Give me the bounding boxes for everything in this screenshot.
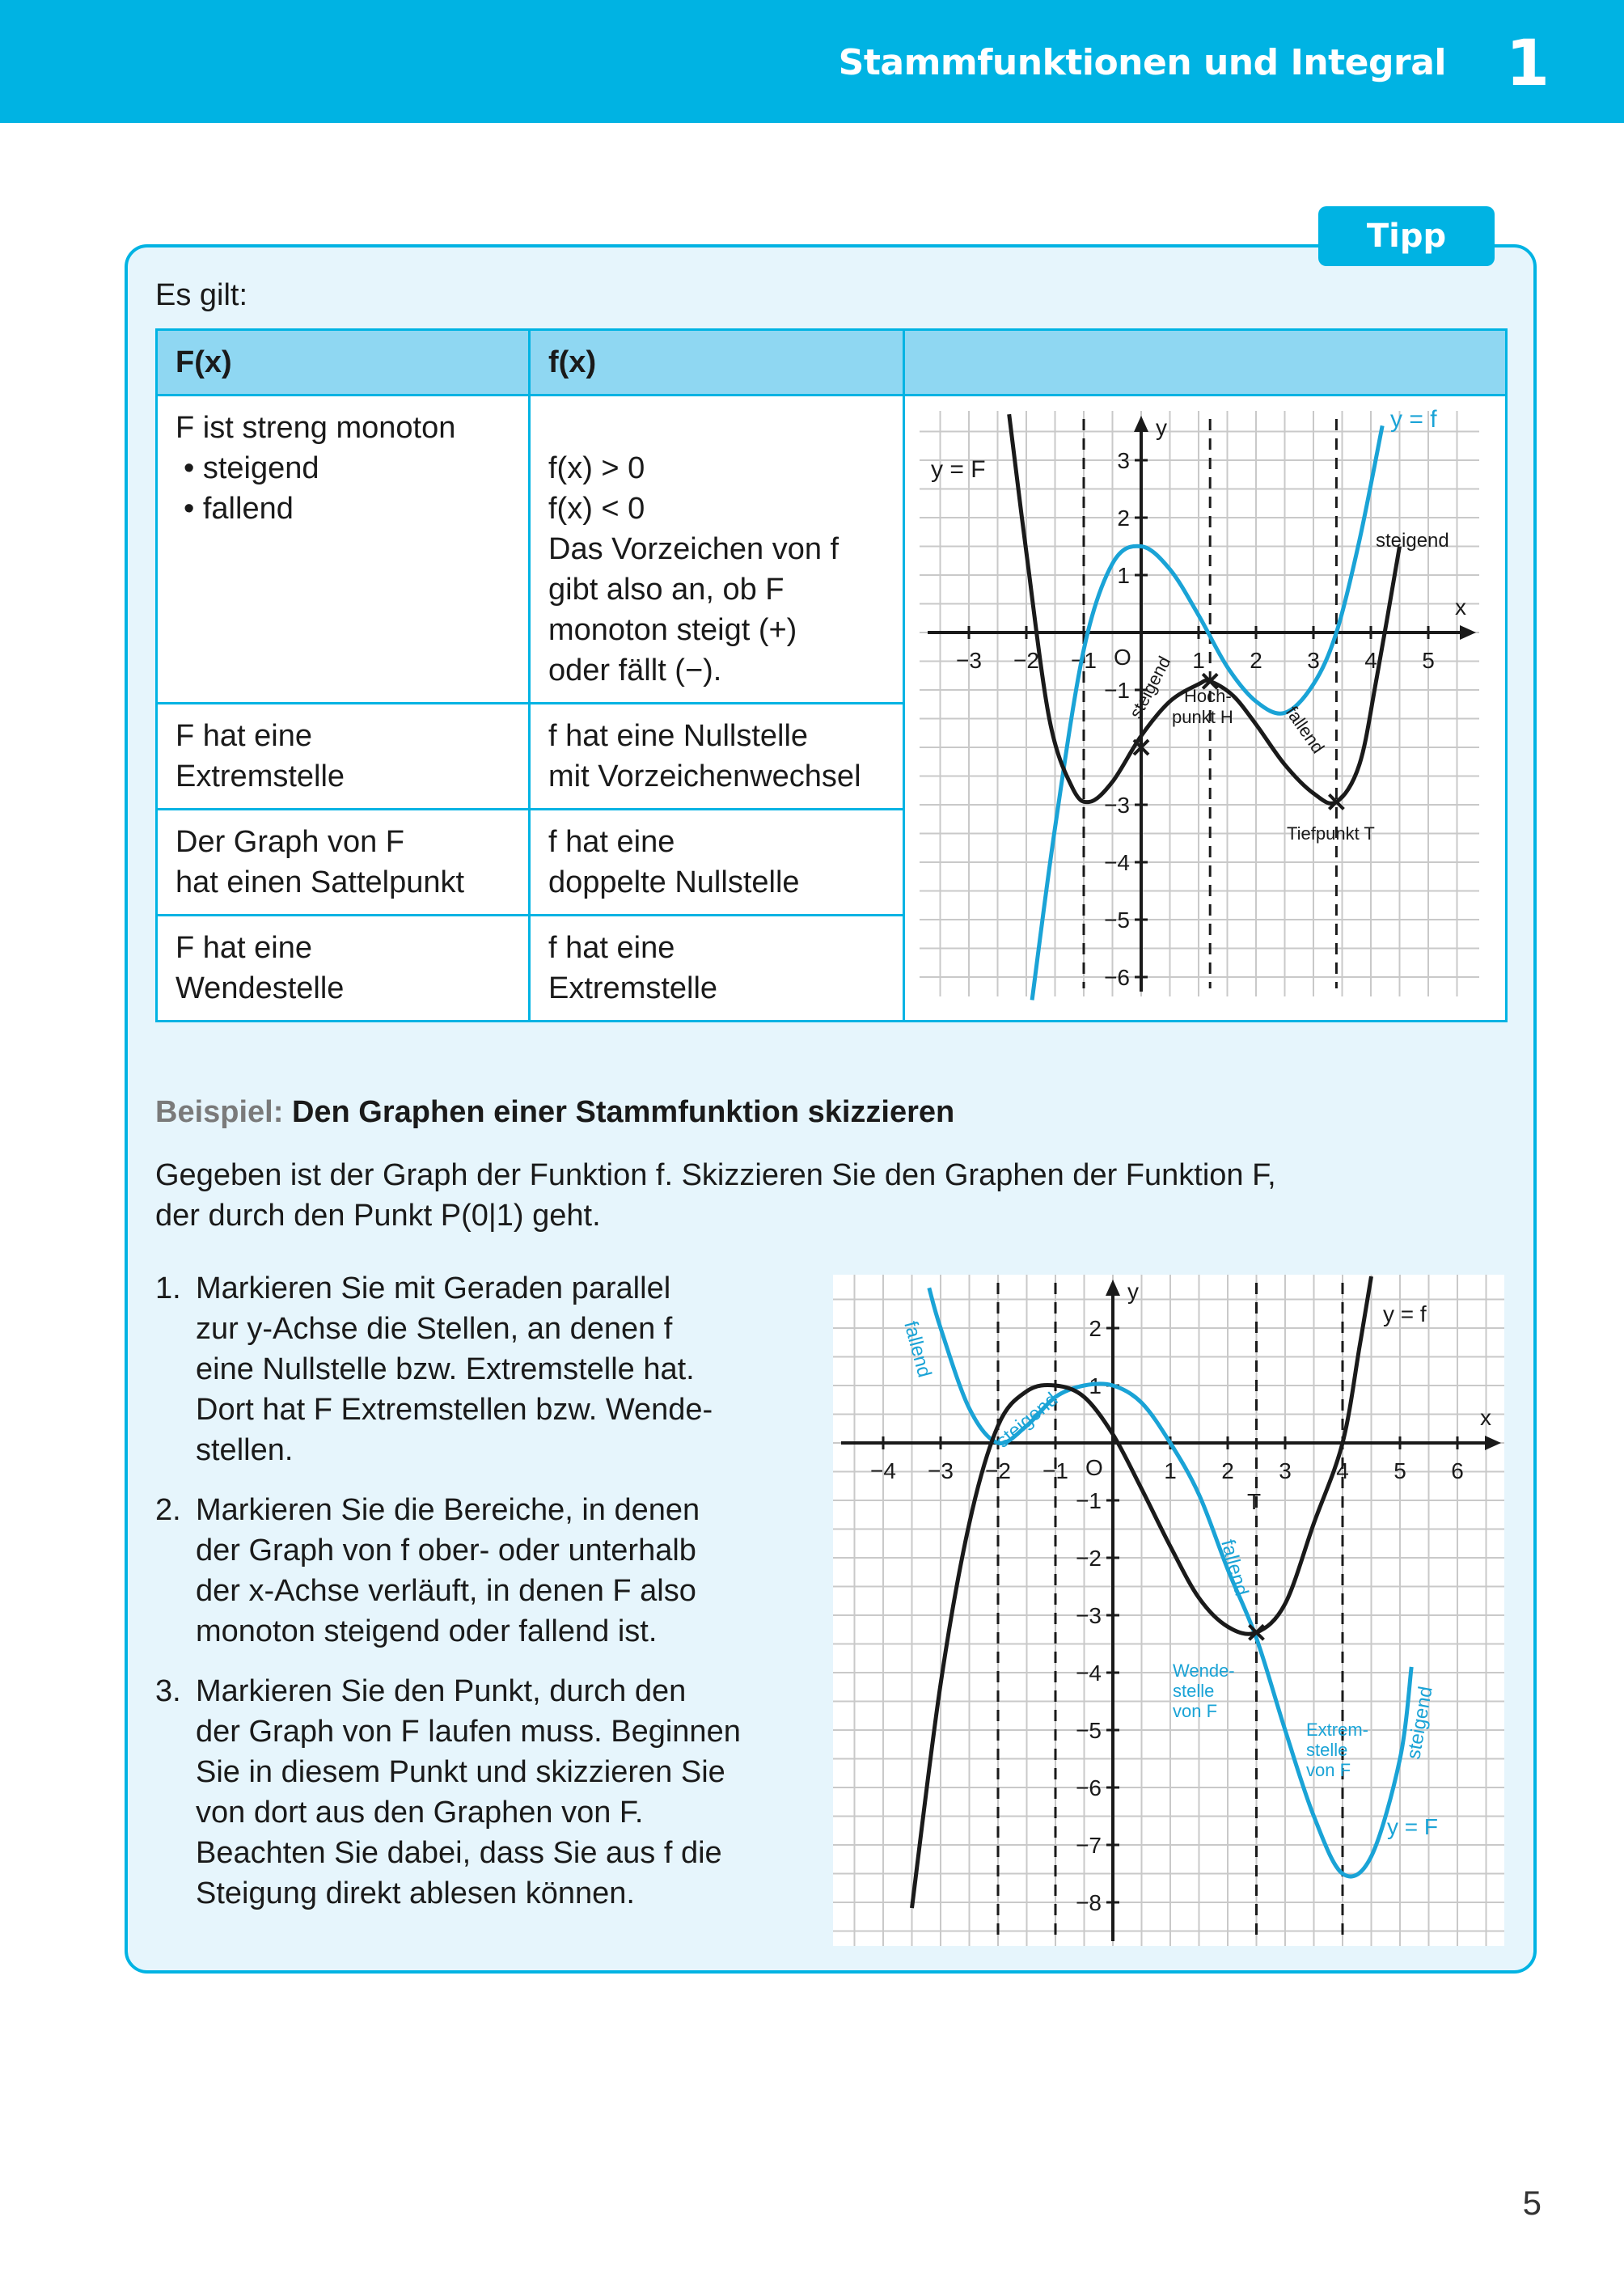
origin-label: O xyxy=(1114,645,1131,670)
y-tick-label: 1 xyxy=(1089,1373,1102,1398)
x-tick-label: −2 xyxy=(985,1458,1011,1483)
tip-intro: Es gilt: xyxy=(155,278,248,312)
table-cell-f: f hat eine Nullstelle mit Vorzeichenwechsel xyxy=(530,704,904,810)
y-tick-label: −4 xyxy=(1076,1661,1102,1686)
chart2-wrapper xyxy=(833,1275,1504,1946)
y-tick-label: −5 xyxy=(1104,907,1130,933)
table-cell-F: F hat eine Extremstelle xyxy=(157,704,530,810)
chapter-number: 1 xyxy=(1505,27,1550,100)
x-tick-label: 4 xyxy=(1364,648,1377,673)
y-tick-label: −3 xyxy=(1104,793,1130,818)
x-tick-label: 2 xyxy=(1250,648,1262,673)
chart-annotation: steigend xyxy=(1376,530,1449,552)
x-tick-label: 2 xyxy=(1221,1458,1234,1483)
chart-annotation: steigend xyxy=(992,1388,1063,1453)
y-tick-label: −6 xyxy=(1104,965,1130,990)
y-tick-label: −8 xyxy=(1076,1890,1102,1915)
chart-annotation: T xyxy=(1247,1489,1262,1514)
chart-annotation: Hoch- xyxy=(1184,686,1232,706)
chart-annotation: y = f xyxy=(1390,406,1437,433)
table-cell-f: f(x) > 0 f(x) < 0 Das Vorzeichen von f gibt also an, ob F monoton steigt (+) oder fällt (−). xyxy=(530,396,904,704)
table-header-graph xyxy=(904,330,1507,396)
x-tick-label: 3 xyxy=(1279,1458,1292,1483)
rules-table xyxy=(155,328,1508,1022)
table-cell-F: Der Graph von F hat einen Sattelpunkt xyxy=(157,810,530,916)
x-tick-label: 1 xyxy=(1192,648,1205,673)
y-axis-label: y xyxy=(1127,1279,1139,1304)
steps-list xyxy=(155,1268,770,1933)
example-heading xyxy=(155,1095,954,1130)
y-tick-label: 3 xyxy=(1117,448,1130,473)
chart-annotation: von F xyxy=(1173,1701,1218,1721)
x-axis-label: x xyxy=(1455,594,1466,620)
chart-annotation: punkt H xyxy=(1172,707,1233,727)
chart-annotation: fallend xyxy=(1281,702,1329,757)
y-tick-label: −2 xyxy=(1076,1546,1102,1571)
x-tick-label: 5 xyxy=(1394,1458,1406,1483)
x-tick-label: −2 xyxy=(1013,648,1039,673)
y-tick-label: 2 xyxy=(1117,506,1130,531)
x-axis-label: x xyxy=(1480,1405,1491,1430)
chart-annotation: y = F xyxy=(931,456,986,483)
chart-1 xyxy=(905,396,1491,1011)
table-cell-F: F hat eine Wendestelle xyxy=(157,916,530,1022)
y-tick-label: −3 xyxy=(1076,1603,1102,1628)
x-tick-label: −1 xyxy=(1042,1458,1068,1483)
chart-annotation: fallend xyxy=(899,1318,936,1380)
x-tick-label: 3 xyxy=(1307,648,1320,673)
y-tick-label: 1 xyxy=(1117,563,1130,588)
list-item: 3. Markieren Sie den Punkt, durch den der Graph von F laufen muss. Beginnen Sie in diesem Punkt und skizzieren Sie von dort aus den Graphen von F. Beachten Sie dabei, dass Sie aus f die Steigung direkt ablesen können. xyxy=(155,1674,741,1910)
tip-label: Tipp xyxy=(1318,206,1495,266)
x-tick-label: 4 xyxy=(1336,1458,1349,1483)
origin-label: O xyxy=(1085,1455,1103,1480)
y-tick-label: −5 xyxy=(1076,1718,1102,1743)
table-header-F: F(x) xyxy=(157,330,530,396)
chart-2 xyxy=(833,1275,1504,1946)
chart-annotation: Wende- xyxy=(1173,1661,1235,1681)
chart-annotation: fallend xyxy=(1216,1537,1253,1598)
chart-annotation: stelle xyxy=(1306,1740,1348,1760)
chart-annotation: Extrem- xyxy=(1306,1720,1368,1740)
x-tick-label: 6 xyxy=(1451,1458,1464,1483)
x-tick-label: 5 xyxy=(1422,648,1435,673)
y-tick-label: 2 xyxy=(1089,1316,1102,1341)
y-tick-label: −6 xyxy=(1076,1775,1102,1800)
x-tick-label: −3 xyxy=(956,648,982,673)
y-tick-label: −1 xyxy=(1076,1488,1102,1513)
chart-annotation: y = F xyxy=(1387,1814,1439,1839)
y-tick-label: −4 xyxy=(1104,850,1130,875)
chart-annotation: y = f xyxy=(1383,1301,1427,1326)
chart-annotation: steigend xyxy=(1402,1684,1437,1762)
y-tick-label: −7 xyxy=(1076,1833,1102,1858)
table-cell-f: f hat eine Extremstelle xyxy=(530,916,904,1022)
example-intro: Gegeben ist der Graph der Funktion f. Skizzieren Sie den Graphen der Funktion F, der durch den Punkt P(0|1) geht. xyxy=(155,1158,1276,1233)
list-item: 2. Markieren Sie die Bereiche, in denen der Graph von f ober- oder unterhalb der x-Achse verläuft, in denen F also monoton steigend oder fallend ist. xyxy=(155,1493,700,1648)
chart-annotation: steigend xyxy=(1125,653,1175,722)
y-tick-label: −1 xyxy=(1104,678,1130,703)
x-tick-label: −3 xyxy=(928,1458,954,1483)
table-header-f: f(x) xyxy=(530,330,904,396)
x-tick-label: −4 xyxy=(870,1458,896,1483)
example-label: Beispiel: xyxy=(155,1095,284,1129)
y-axis-label: y xyxy=(1156,415,1167,440)
chart1-cell xyxy=(904,396,1507,1022)
chart-annotation: Tiefpunkt T xyxy=(1287,823,1375,844)
x-tick-label: 1 xyxy=(1164,1458,1177,1483)
table-cell-f: f hat eine doppelte Nullstelle xyxy=(530,810,904,916)
x-tick-label: −1 xyxy=(1071,648,1097,673)
chart-annotation: von F xyxy=(1306,1760,1351,1780)
table-cell-F: F ist streng monoton • steigend • fallend xyxy=(157,396,530,704)
list-item: 1. Markieren Sie mit Geraden parallel zur y-Achse die Stellen, an denen f eine Nullstelle bzw. Extremstelle hat. Dort hat F Extremstellen bzw. Wende- stellen. xyxy=(155,1271,713,1467)
chart-annotation: stelle xyxy=(1173,1681,1215,1701)
example-title: Den Graphen einer Stammfunktion skizzieren xyxy=(291,1095,955,1129)
page-title: Stammfunktionen und Integral xyxy=(838,42,1446,83)
page-number: 5 xyxy=(1522,2184,1542,2222)
